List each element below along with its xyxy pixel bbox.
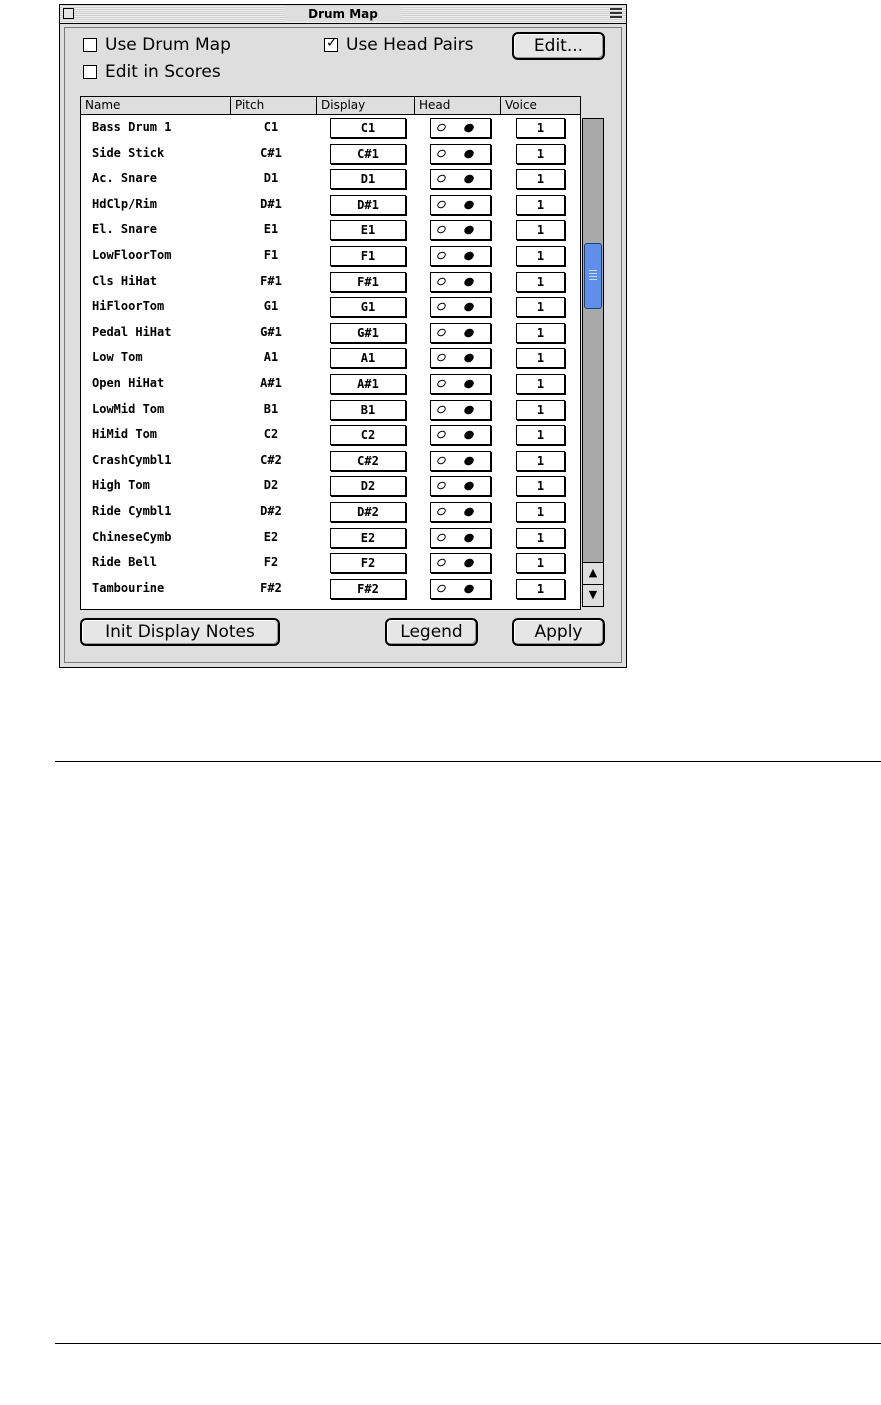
drum-name: LowFloorTom [92, 248, 172, 262]
filled-notehead-icon [463, 557, 476, 569]
notehead-pair-selector[interactable] [430, 476, 491, 496]
open-notehead-icon [436, 557, 447, 568]
open-notehead-icon [436, 122, 447, 133]
display-note-field[interactable]: G#1 [330, 323, 406, 343]
open-notehead-icon [436, 455, 447, 466]
drum-name: Side Stick [92, 145, 165, 160]
column-header-display[interactable]: Display [317, 97, 415, 114]
open-notehead-icon [436, 481, 447, 492]
scroll-down-arrow-icon[interactable]: ▼ [583, 584, 603, 606]
drum-name: Pedal HiHat [92, 324, 172, 339]
drum-name: High Tom [92, 478, 150, 493]
drum-name: HdClp/Rim [92, 196, 158, 211]
table-row[interactable] [81, 474, 580, 499]
open-notehead-icon [436, 250, 447, 261]
display-note-field[interactable]: F2 [330, 553, 406, 573]
edit-in-scores-label: Edit in Scores [105, 62, 221, 82]
voice-field[interactable]: 1 [516, 118, 565, 138]
filled-notehead-icon [463, 122, 476, 134]
notehead-pair-selector[interactable] [430, 425, 491, 445]
open-notehead-icon [436, 353, 447, 364]
filled-notehead-icon [463, 429, 476, 441]
table-row[interactable] [81, 244, 580, 269]
open-notehead-icon [436, 404, 447, 415]
column-header-name[interactable]: Name [81, 97, 231, 114]
pitch-value: A1 [263, 350, 279, 365]
voice-field[interactable]: 1 [516, 246, 565, 266]
checkbox-box[interactable] [83, 38, 97, 52]
open-notehead-icon [436, 301, 447, 312]
notehead-pair-selector[interactable] [430, 118, 491, 138]
scroll-thumb[interactable] [584, 243, 602, 309]
open-notehead-icon [436, 276, 447, 287]
display-note-field[interactable]: E1 [330, 220, 406, 240]
pitch-value: D#2 [260, 504, 282, 518]
checkbox-box[interactable] [83, 65, 97, 79]
voice-field[interactable]: 1 [516, 425, 565, 445]
notehead-pair-selector[interactable] [430, 169, 491, 189]
pitch-value: D#1 [260, 196, 282, 211]
drum-name: Bass Drum 1 [92, 120, 172, 134]
voice-field[interactable]: 1 [516, 297, 565, 317]
pitch-value: C#2 [260, 452, 282, 467]
notehead-pair-selector[interactable] [430, 502, 491, 522]
voice-field[interactable]: 1 [516, 579, 565, 599]
notehead-pair-selector[interactable] [430, 220, 491, 240]
display-note-field[interactable]: D#1 [330, 195, 406, 215]
column-header-voice[interactable]: Voice [501, 97, 581, 114]
voice-field[interactable]: 1 [516, 374, 565, 394]
filled-notehead-icon [463, 224, 476, 236]
open-notehead-icon [436, 583, 447, 594]
drum-name: HiMid Tom [92, 427, 158, 442]
window-menu-icon[interactable] [610, 8, 622, 19]
voice-field[interactable]: 1 [516, 272, 565, 292]
close-box-icon[interactable] [63, 8, 74, 19]
open-notehead-icon [436, 378, 447, 389]
voice-field[interactable]: 1 [516, 400, 565, 420]
pitch-value: B1 [263, 401, 279, 416]
pitch-value: G#1 [260, 324, 282, 339]
filled-notehead-icon [463, 250, 476, 262]
notehead-pair-selector[interactable] [430, 272, 491, 292]
drum-name: Ac. Snare [92, 171, 158, 186]
table-row[interactable] [81, 193, 580, 218]
table-row[interactable] [81, 423, 580, 448]
notehead-pair-selector[interactable] [430, 553, 491, 573]
display-note-field[interactable]: E2 [330, 528, 406, 548]
voice-field[interactable]: 1 [516, 528, 565, 548]
separator-line [55, 761, 881, 762]
open-notehead-icon [436, 506, 447, 517]
pitch-value: F#1 [260, 273, 282, 288]
notehead-pair-selector[interactable] [430, 246, 491, 266]
open-notehead-icon [436, 148, 447, 159]
voice-field[interactable]: 1 [516, 169, 565, 189]
pitch-value: D1 [263, 171, 279, 186]
display-note-field[interactable]: A#1 [330, 374, 406, 394]
filled-notehead-icon [463, 506, 476, 518]
display-note-field[interactable]: C#1 [330, 144, 406, 164]
filled-notehead-icon [463, 301, 476, 313]
drum-name: LowMid Tom [92, 401, 165, 416]
open-notehead-icon [436, 532, 447, 543]
notehead-pair-selector[interactable] [430, 579, 491, 599]
use-drum-map-label: Use Drum Map [105, 35, 231, 55]
table-row[interactable] [81, 526, 580, 551]
notehead-pair-selector[interactable] [430, 323, 491, 343]
drum-name: Open HiHat [92, 376, 165, 390]
display-note-field[interactable]: C2 [330, 425, 406, 445]
vertical-scrollbar[interactable] [582, 118, 604, 607]
open-notehead-icon [436, 327, 447, 338]
window-title: Drum Map [285, 6, 401, 22]
notehead-pair-selector[interactable] [430, 195, 491, 215]
filled-notehead-icon [463, 378, 476, 390]
display-note-field[interactable]: C#2 [330, 451, 406, 471]
filled-notehead-icon [463, 148, 476, 160]
filled-notehead-icon [463, 352, 476, 364]
column-header-head[interactable]: Head [415, 97, 501, 114]
drum-name: CrashCymbl1 [92, 452, 172, 467]
edit-button[interactable]: Edit... [512, 32, 605, 60]
drum-name: Ride Bell [92, 555, 158, 570]
voice-field[interactable]: 1 [516, 144, 565, 164]
table-row[interactable] [81, 398, 580, 423]
drum-name: ChineseCymb [92, 529, 172, 544]
edit-in-scores-checkbox[interactable] [83, 62, 221, 82]
table-row[interactable] [81, 116, 580, 141]
notehead-pair-selector[interactable] [430, 297, 491, 317]
display-note-field[interactable]: D1 [330, 169, 406, 189]
title-bar[interactable] [60, 5, 626, 24]
pitch-value: C#1 [260, 145, 282, 160]
voice-field[interactable]: 1 [516, 476, 565, 496]
voice-field[interactable]: 1 [516, 502, 565, 522]
open-notehead-icon [436, 199, 447, 210]
table-row[interactable] [81, 167, 580, 192]
filled-notehead-icon [463, 327, 476, 339]
table-row[interactable] [81, 372, 580, 397]
legend-button[interactable]: Legend [385, 618, 478, 646]
use-head-pairs-checkbox[interactable] [324, 35, 474, 55]
display-note-field[interactable]: G1 [330, 297, 406, 317]
filled-notehead-icon [463, 480, 476, 492]
display-note-field[interactable]: D#2 [330, 502, 406, 522]
checkbox-box-checked[interactable] [324, 38, 338, 52]
filled-notehead-icon [463, 199, 476, 211]
display-note-field[interactable]: D2 [330, 476, 406, 496]
use-drum-map-checkbox[interactable] [83, 35, 231, 55]
pitch-value: E2 [263, 529, 279, 544]
scroll-up-arrow-icon[interactable]: ▲ [583, 562, 603, 584]
filled-notehead-icon [463, 404, 476, 416]
notehead-pair-selector[interactable] [430, 400, 491, 420]
open-notehead-icon [436, 429, 447, 440]
filled-notehead-icon [463, 276, 476, 288]
init-display-notes-button[interactable]: Init Display Notes [80, 618, 280, 646]
display-note-field[interactable]: A1 [330, 348, 406, 368]
open-notehead-icon [436, 173, 447, 184]
display-note-field[interactable]: C1 [330, 118, 406, 138]
voice-field[interactable]: 1 [516, 451, 565, 471]
voice-field[interactable]: 1 [516, 195, 565, 215]
apply-button[interactable]: Apply [512, 618, 605, 646]
table-row[interactable] [81, 346, 580, 371]
voice-field[interactable]: 1 [516, 323, 565, 343]
table-row[interactable] [81, 142, 580, 167]
table-row[interactable] [81, 577, 580, 602]
drum-name: El. Snare [92, 222, 158, 237]
drum-name: Tambourine [92, 580, 165, 595]
display-note-field[interactable]: F#1 [330, 272, 406, 292]
column-header-pitch[interactable]: Pitch [231, 97, 317, 114]
table-header [81, 97, 580, 115]
pitch-value: E1 [263, 222, 279, 237]
pitch-value: F#2 [260, 580, 282, 595]
table-row[interactable] [81, 218, 580, 243]
use-head-pairs-label: Use Head Pairs [346, 35, 474, 55]
filled-notehead-icon [463, 532, 476, 544]
voice-field[interactable]: 1 [516, 553, 565, 573]
table-row[interactable] [81, 500, 580, 525]
filled-notehead-icon [463, 455, 476, 467]
filled-notehead-icon [463, 583, 476, 595]
notehead-pair-selector[interactable] [430, 348, 491, 368]
notehead-pair-selector[interactable] [430, 528, 491, 548]
separator-line [55, 1343, 881, 1344]
filled-notehead-icon [463, 173, 476, 185]
display-note-field[interactable]: B1 [330, 400, 406, 420]
pitch-value: F2 [263, 555, 279, 570]
open-notehead-icon [436, 225, 447, 236]
pitch-value: A#1 [260, 376, 282, 390]
table-row[interactable] [81, 321, 580, 346]
pitch-value: F1 [263, 248, 279, 262]
display-note-field[interactable]: F1 [330, 246, 406, 266]
notehead-pair-selector[interactable] [430, 144, 491, 164]
table-row[interactable] [81, 551, 580, 576]
voice-field[interactable]: 1 [516, 220, 565, 240]
pitch-value: C1 [263, 120, 279, 134]
notehead-pair-selector[interactable] [430, 451, 491, 471]
drum-name: Cls HiHat [92, 273, 158, 288]
pitch-value: C2 [263, 427, 279, 442]
display-note-field[interactable]: F#2 [330, 579, 406, 599]
table-row[interactable] [81, 295, 580, 320]
notehead-pair-selector[interactable] [430, 374, 491, 394]
drum-name: Ride Cymbl1 [92, 504, 172, 518]
voice-field[interactable]: 1 [516, 348, 565, 368]
drum-map-table [80, 96, 581, 610]
drum-name: HiFloorTom [92, 299, 165, 314]
table-row[interactable] [81, 449, 580, 474]
table-row[interactable] [81, 270, 580, 295]
pitch-value: G1 [263, 299, 279, 314]
drum-name: Low Tom [92, 350, 143, 365]
pitch-value: D2 [263, 478, 279, 493]
